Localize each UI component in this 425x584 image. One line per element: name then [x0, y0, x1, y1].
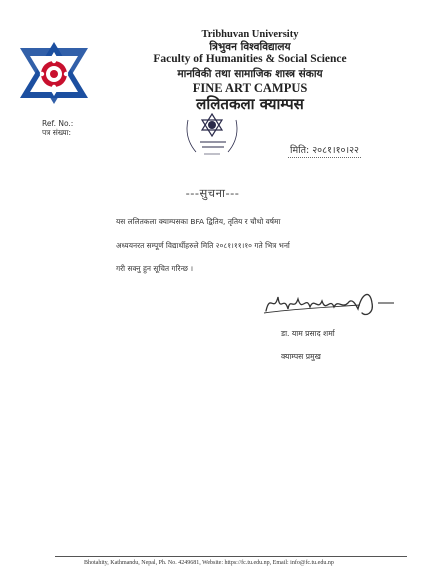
- footer-divider: [55, 556, 407, 557]
- notice-body-line: यस ललितकला क्याम्पसका BFA द्वितिय, तृतिय र चौथो वर्षमा: [116, 217, 281, 226]
- campus-stamp: [182, 110, 242, 162]
- patra-sankhya-label: पत्र संख्या:: [42, 128, 72, 137]
- campus-name-np: ललितकला क्याम्पस: [196, 95, 304, 113]
- signatory-title: क्याम्पस प्रमुख: [281, 352, 321, 361]
- campus-name-en: FINE ART CAMPUS: [192, 81, 308, 95]
- handwritten-signature: [262, 283, 397, 323]
- signatory-name: डा. याम प्रसाद शर्मा: [281, 329, 335, 338]
- university-name-np: त्रिभुवन विश्वविद्यालय: [209, 41, 291, 53]
- faculty-name-np: मानविकी तथा सामाजिक शास्त्र संकाय: [177, 68, 323, 80]
- footer-contact: Bhotahity, Kathmandu, Nepal, Ph. No. 4249681, Website: https://fc.tu.edu.np, Email: info@fc.tu.edu.np: [84, 560, 334, 566]
- ref-no-label: Ref. No.:: [42, 119, 74, 128]
- university-logo: [14, 40, 94, 106]
- notice-body-line: गरी सक्नु हुन सूचित गरिन्छ ।: [116, 264, 194, 273]
- university-name-en: Tribhuvan University: [201, 29, 299, 40]
- notice-title: ---सुचना---: [185, 186, 240, 200]
- notice-body-line: अध्ययनरत सम्पूर्ण विद्यार्थीहरुले मिति २०८१।११।१० गते भित्र भर्ना: [116, 241, 290, 250]
- faculty-name-en: Faculty of Humanities & Social Science: [153, 53, 347, 65]
- notice-date: मिति: २०८१।१०।२२: [290, 145, 359, 156]
